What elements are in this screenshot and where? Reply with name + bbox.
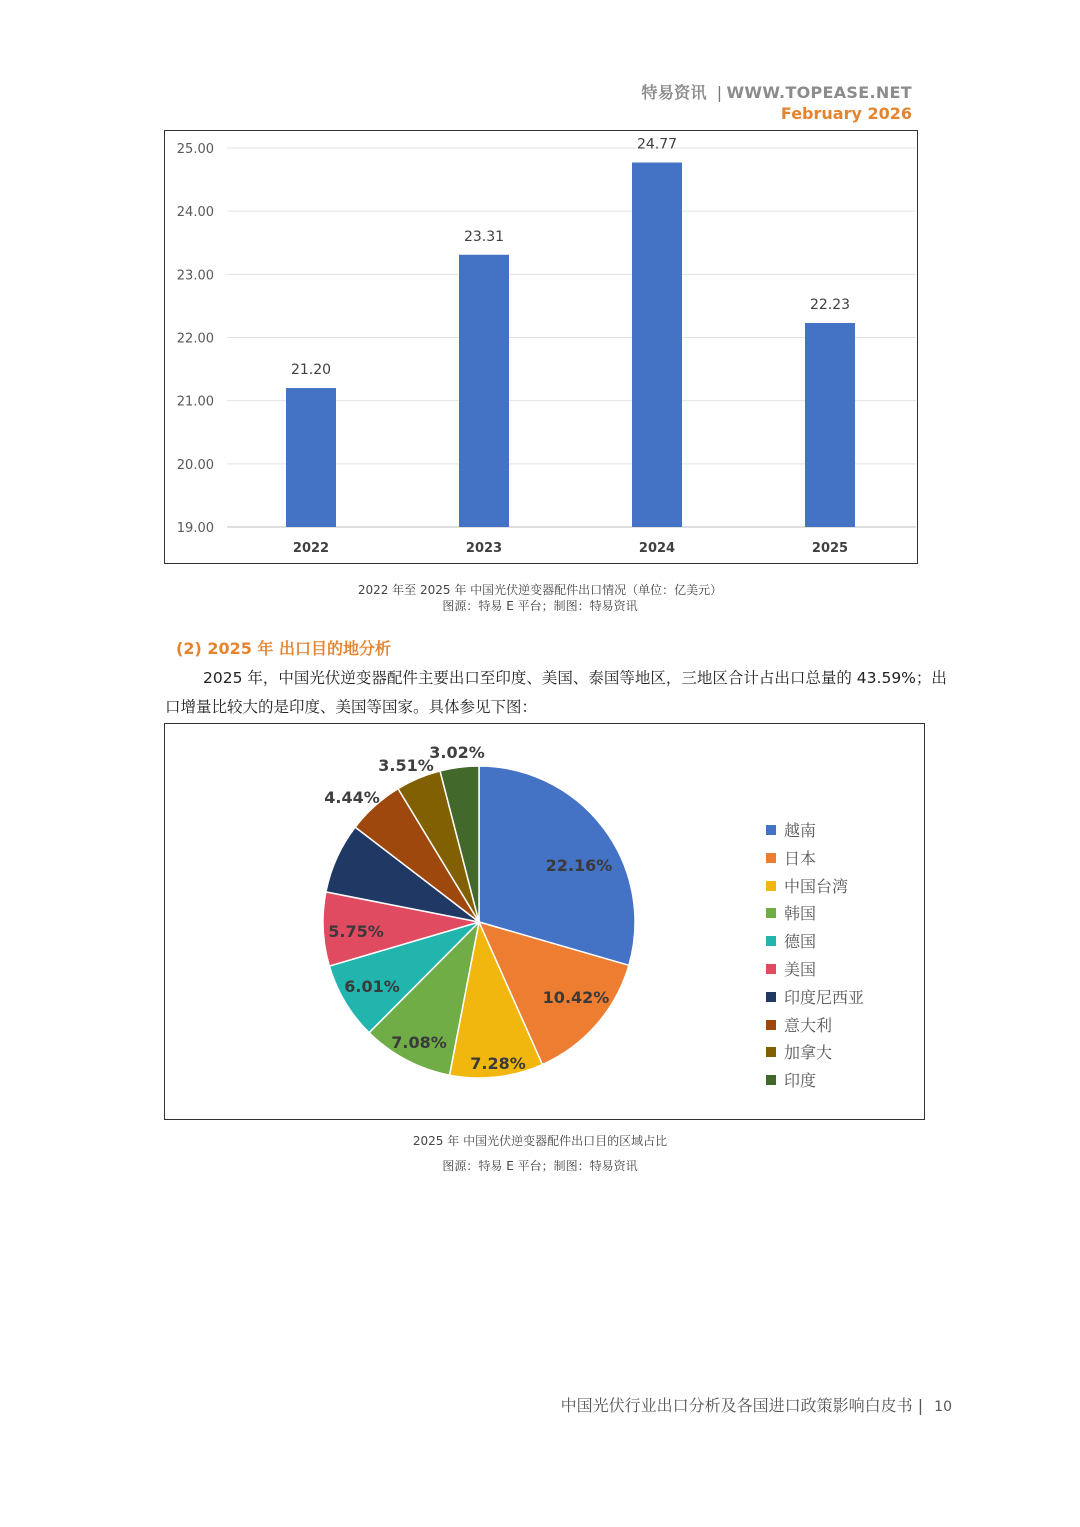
pie-value-label: 6.01%: [344, 977, 400, 996]
bar-value-label: 21.20: [290, 362, 332, 379]
bar: [632, 163, 682, 527]
legend-swatch: [766, 936, 776, 946]
paragraph-line-1: 2025 年，中国光伏逆变器配件主要出口至印度、美国、泰国等地区，三地区合计占出口总量的 43.59%；出: [203, 669, 947, 687]
page-number: 10: [934, 1399, 952, 1415]
y-tick-label: 24.00: [176, 205, 214, 221]
legend-label: 德国: [784, 932, 817, 952]
legend-item: [766, 957, 816, 980]
pie-value-label: 22.16%: [545, 856, 613, 875]
legend-swatch: [766, 825, 776, 835]
bar-chart-caption: 2022 年至 2025 年 中国光伏逆变器配件出口情况（单位：亿美元）: [357, 583, 723, 597]
pie-value-label: 7.28%: [470, 1054, 526, 1073]
legend-item: [766, 874, 848, 897]
footer-title: 中国光伏行业出口分析及各国进口政策影响白皮书: [560, 1396, 913, 1415]
bar-chart-frame: [164, 130, 918, 564]
y-tick-label: 21.00: [176, 394, 214, 410]
legend-item: [766, 985, 864, 1008]
legend-item: [766, 846, 816, 869]
x-tick-label: 2023: [465, 541, 503, 556]
bar-chart: [165, 131, 916, 562]
legend-label: 印度尼西亚: [784, 987, 865, 1007]
x-tick-label: 2024: [638, 541, 676, 556]
legend-swatch: [766, 1020, 776, 1030]
header-brand: [600, 80, 912, 103]
footer: [440, 1393, 952, 1416]
legend-label: 中国台湾: [784, 876, 849, 896]
y-tick-label: 23.00: [176, 268, 214, 284]
legend-label: 意大利: [784, 1015, 833, 1035]
legend-label: 日本: [784, 848, 817, 868]
legend-item: [766, 901, 816, 924]
legend-swatch: [766, 908, 776, 918]
y-tick-label: 20.00: [176, 457, 214, 473]
pie-value-label: 10.42%: [542, 988, 610, 1007]
legend-item: [766, 1040, 832, 1063]
bar-chart-source: 图源：特易 E 平台；制图：特易资讯: [442, 599, 638, 613]
x-tick-label: 2025: [811, 541, 849, 556]
section-title: (2) 2025 年 出口目的地分析: [176, 639, 392, 658]
y-tick-label: 19.00: [176, 521, 214, 536]
header-date: February 2026: [780, 104, 912, 123]
legend-swatch: [766, 1047, 776, 1057]
pie-chart-source: 图源：特易 E 平台；制图：特易资讯: [442, 1159, 638, 1173]
bar: [286, 388, 336, 527]
pie-chart-caption: 2025 年 中国光伏逆变器配件出口目的区域占比: [412, 1134, 668, 1148]
legend-item: [766, 1068, 816, 1091]
site-url[interactable]: WWW.TOPEASE.NET: [726, 83, 912, 102]
legend-swatch: [766, 1075, 776, 1085]
bar-value-label: 23.31: [463, 228, 505, 245]
legend-label: 印度: [784, 1071, 817, 1091]
legend-swatch: [766, 881, 776, 891]
legend-label: 韩国: [784, 904, 817, 924]
paragraph-line-2: 口增量比较大的是印度、美国等国家。具体参见下图：: [165, 698, 538, 716]
pie-value-label: 7.08%: [391, 1033, 447, 1052]
legend-item: [766, 818, 816, 841]
bar: [805, 323, 855, 527]
bar: [459, 255, 509, 527]
x-tick-label: 2022: [292, 541, 330, 556]
legend-label: 美国: [784, 960, 817, 979]
legend-label: 越南: [784, 821, 817, 840]
footer-separator: |: [917, 1396, 929, 1415]
y-tick-label: 25.00: [176, 142, 214, 157]
pie-value-label: 3.51%: [378, 756, 434, 775]
legend-label: 加拿大: [784, 1043, 833, 1063]
pie-value-label: 3.02%: [429, 743, 485, 762]
legend-swatch: [766, 992, 776, 1002]
legend-item: [766, 1013, 832, 1036]
bar-value-label: 22.23: [809, 296, 851, 313]
pie-value-label: 5.75%: [328, 922, 384, 941]
header-separator: |: [716, 83, 723, 102]
pie-value-label: 4.44%: [324, 788, 380, 807]
y-tick-label: 22.00: [176, 331, 214, 347]
legend-item: [766, 929, 816, 952]
bar-value-label: 24.77: [636, 136, 678, 153]
legend-swatch: [766, 853, 776, 863]
legend-swatch: [766, 964, 776, 974]
brand-name: 特易资讯: [641, 83, 707, 102]
